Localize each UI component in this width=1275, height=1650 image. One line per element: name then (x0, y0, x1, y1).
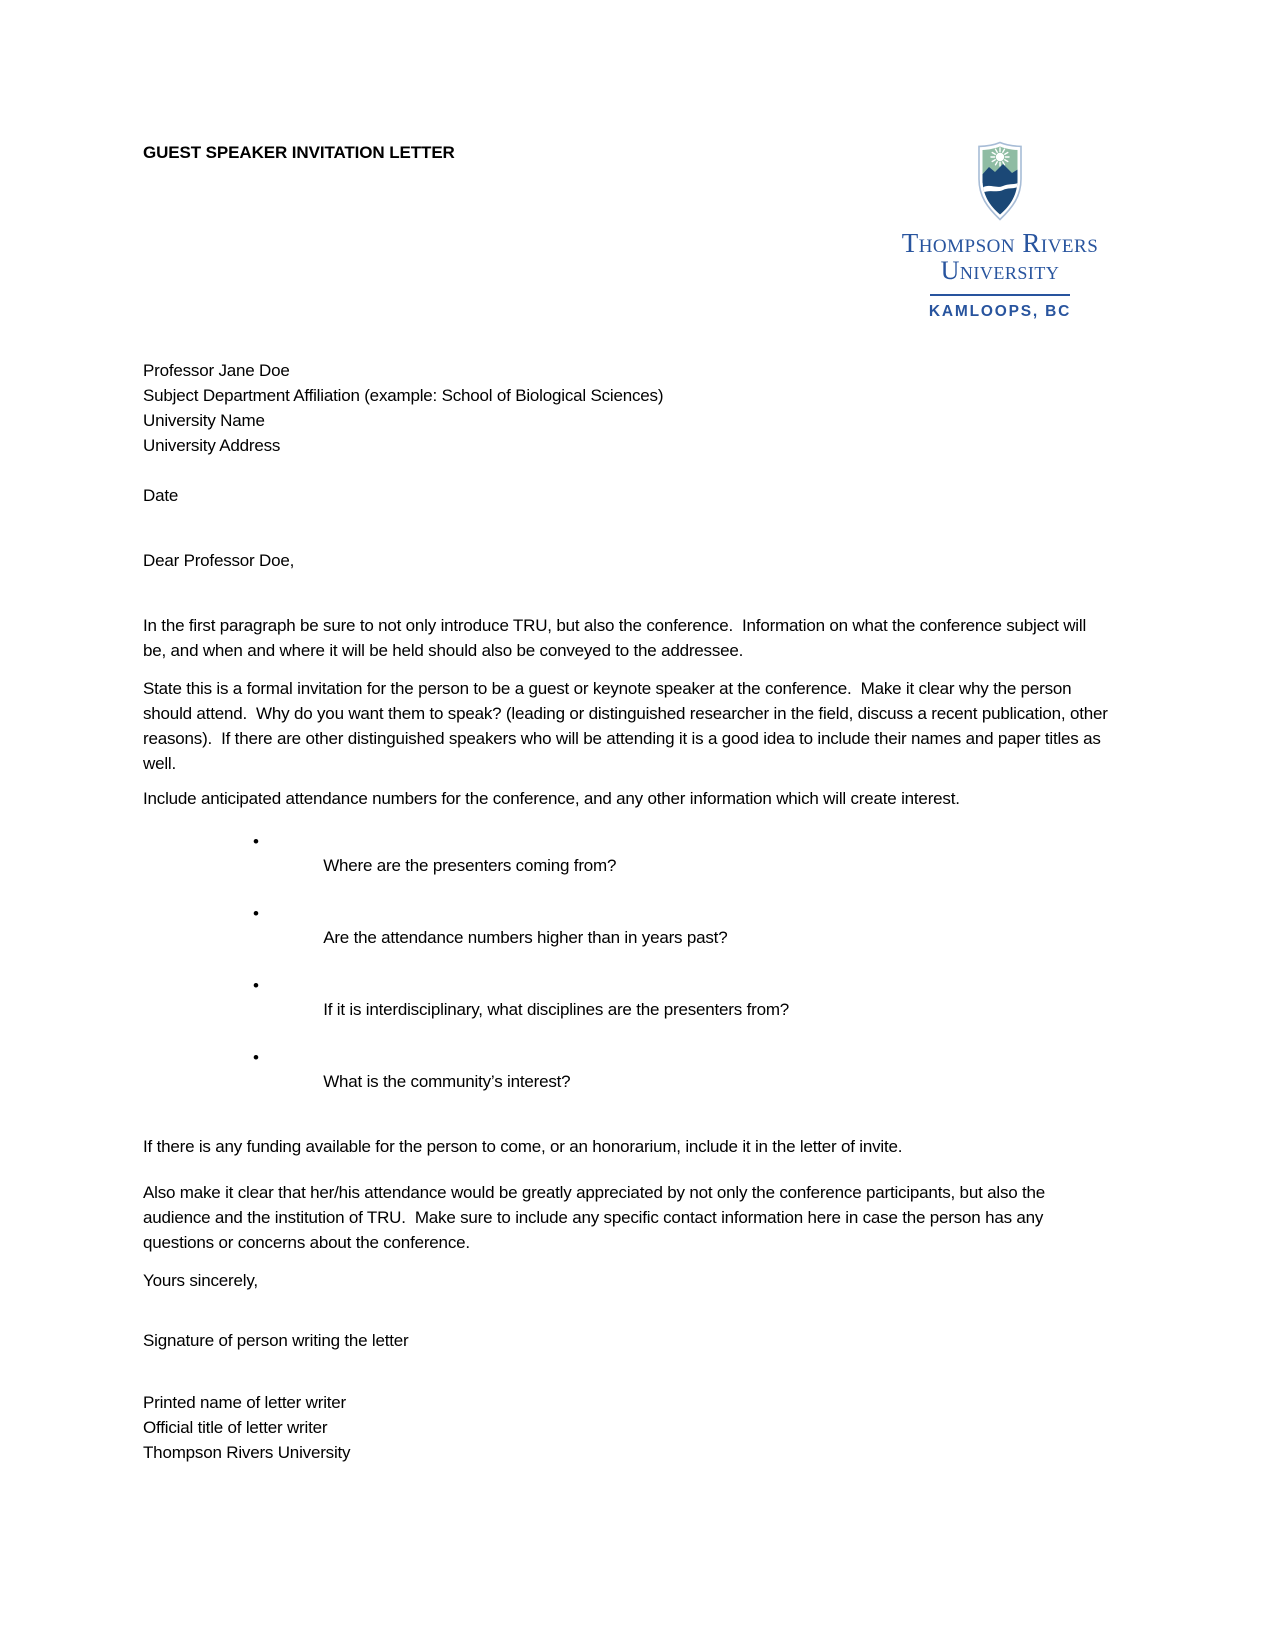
writer-block (143, 1390, 1110, 1465)
writer-university-line: Thompson Rivers University (143, 1443, 351, 1462)
bullet-marker-icon: • (253, 976, 259, 995)
writer-name-line: Printed name of letter writer (143, 1393, 347, 1412)
bullet-marker-icon: • (253, 832, 259, 851)
bullet-item (253, 974, 1110, 1046)
bullet-item (253, 902, 1110, 974)
writer-title-line: Official title of letter writer (143, 1418, 328, 1437)
paragraph-funding: If there is any funding available for the person to come, or an honorarium, include it in the letter of invite. (143, 1137, 903, 1156)
recipient-address: University Address (143, 436, 281, 455)
bullet-marker-icon: • (253, 904, 259, 923)
letter-content (143, 140, 1113, 1465)
bullet-item (253, 830, 1110, 902)
bullet-text: Where are the presenters coming from? (323, 856, 617, 875)
date-placeholder: Date (143, 486, 179, 505)
recipient-name: Professor Jane Doe (143, 361, 290, 380)
page-title: GUEST SPEAKER INVITATION LETTER (143, 143, 455, 162)
recipient-block (143, 358, 1110, 458)
signature-placeholder: Signature of person writing the letter (143, 1331, 409, 1350)
bullet-list (143, 830, 1110, 1118)
recipient-university: University Name (143, 411, 265, 430)
logo-wordmark-line1: Thompson Rivers (901, 228, 1099, 258)
bullet-text: If it is interdisciplinary, what disciplines are the presenters from? (323, 1000, 790, 1019)
logo-location: KAMLOOPS, BC (928, 303, 1072, 320)
paragraph-attendance: Include anticipated attendance numbers for the conference, and any other information which will create interest. (143, 789, 960, 808)
recipient-department: Subject Department Affiliation (example: School of Biological Sciences) (143, 386, 664, 405)
bullet-marker-icon: • (253, 1048, 259, 1067)
bullet-text: Are the attendance numbers higher than in years past? (323, 928, 728, 947)
bullet-item (253, 1046, 1110, 1118)
logo-wordmark-line2: University (940, 256, 1060, 285)
paragraph-invitation: State this is a formal invitation for the person to be a guest or keynote speaker at the conference. Make it clear why the person should attend. Why do you want them to speak? (leading or distinguished researcher in the field, discuss a recent publication, other reasons). If there are other distinguished speakers who will be attending it is a good idea to include their names and paper titles as well. (143, 679, 1113, 773)
bullet-text: What is the community’s interest? (323, 1072, 571, 1091)
paragraph-intro: In the first paragraph be sure to not only introduce TRU, but also the conference. Information on what the conference subject will be, and when and where it will be held should also be conveyed to the addressee. (143, 616, 1091, 660)
valediction: Yours sincerely, (143, 1271, 258, 1290)
salutation: Dear Professor Doe, (143, 551, 295, 570)
paragraph-appreciation: Also make it clear that her/his attendance would be greatly appreciated by not only the conference participants, but also the audience and the institution of TRU. Make sure to include any specific contact information here in case the person has any questions or concerns about the conference. (143, 1183, 1050, 1252)
